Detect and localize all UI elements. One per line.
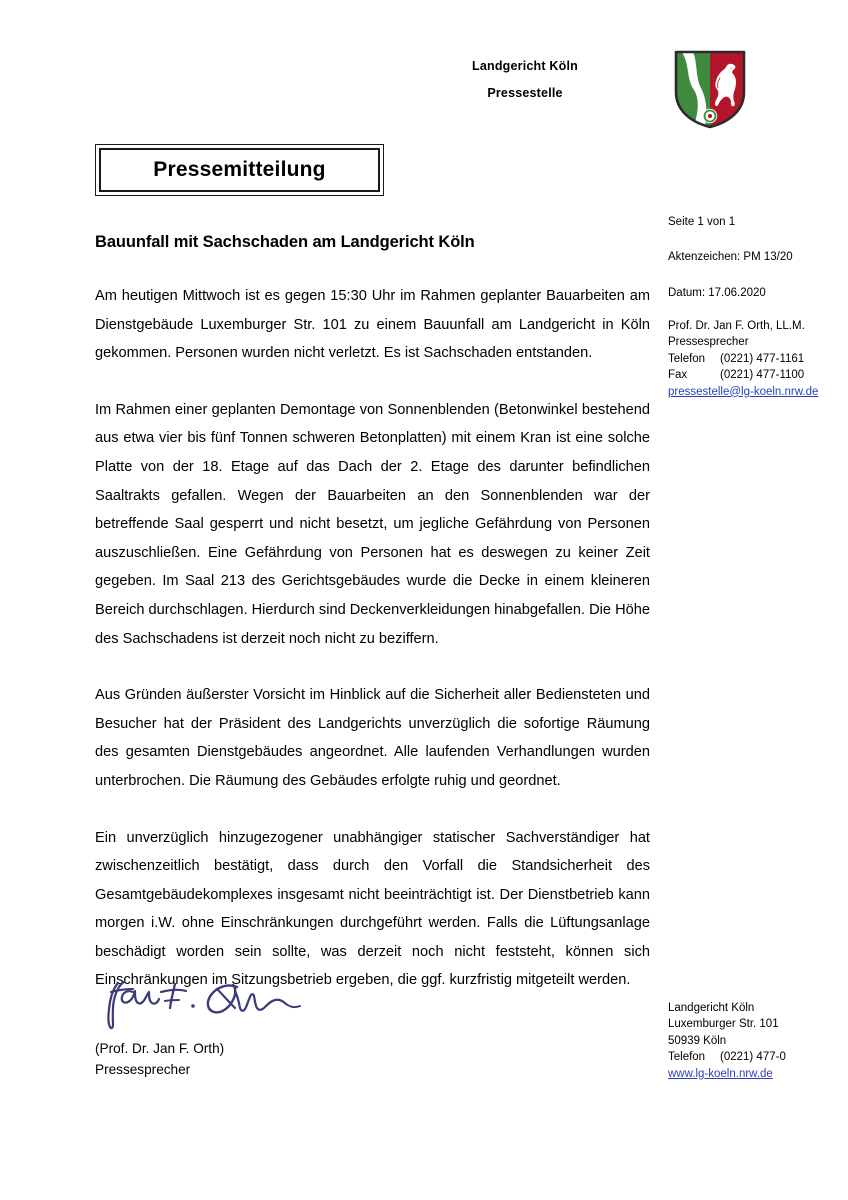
organization-name: Landgericht Köln [472,59,578,73]
press-release-title-box-inner [99,148,380,192]
body-paragraph-4: Ein unverzüglich hinzugezogener unabhängiger statischer Sachverständiger hat zwischenzeitlich bestätigt, dass durch den Vorfall die Standsicherheit des Gesamtgebäudekomplexes insgesamt nicht beeinträchtigt ist. Der Dienstbetrieb kann morgen i.W. ohne Einschränkungen durchgeführt werden. Falls die Lüftungsanlage beschädigt worden sein sollte, was derzeit noch nicht feststeht, können sich Einschränkungen im Sitzungsbetrieb ergeben, die ggf. kurzfristig mitgeteilt werden. [95,829,650,989]
document-date: Datum: 17.06.2020 [668,286,766,299]
body-paragraph-1: Am heutigen Mittwoch ist es gegen 15:30 Uhr im Rahmen geplanter Bauarbeiten am Dienstgebäude Luxemburger Str. 101 zu einem Bauunfall am Landgericht in Köln gekommen. Personen wurden nicht verletzt. Es ist Sachschaden entstanden. [95,288,650,362]
press-contact-block [668,318,848,400]
contact-phone-value: (0221) 477-1161 [720,352,805,365]
press-release-title-box [95,144,384,196]
footer-organization: Landgericht Köln [668,1002,755,1014]
file-reference: Aktenzeichen: PM 13/20 [668,251,793,264]
signatory-name: (Prof. Dr. Jan F. Orth) [95,1041,225,1056]
footer-phone-row [668,1049,848,1065]
handwritten-signature-icon [97,975,495,1036]
page-title: Bauunfall mit Sachschaden am Landgericht Köln [95,233,475,251]
press-release-title: Pressemitteilung [153,158,326,181]
footer-street: Luxemburger Str. 101 [668,1018,779,1031]
page-number: Seite 1 von 1 [668,216,736,228]
footer-website-link[interactable]: www.lg-koeln.nrw.de [668,1067,773,1080]
organization-block [400,58,650,101]
signature-block [95,975,495,1080]
contact-fax-value: (0221) 477-1100 [720,369,805,382]
body-paragraph-2: Im Rahmen einer geplanten Demontage von Sonnenblenden (Betonwinkel bestehend aus etwa vier bis fünf Tonnen schweren Betonplatten) mit einem Kran ist eine solche Platte von der 18. Etage auf das Dach der 2. Etage des darunter befindlichen Saaltrakts gefallen. Wegen der Bauarbeiten an den Sonnenblenden war der betreffende Saal gesperrt und nicht besetzt, um jegliche Gefährdung von Personen auszuschließen. Eine Gefährdung von Personen hat es deswegen zu keiner Zeit gegeben. Im Saal 213 des Gerichtsgebäudes wurde die Decke in einem kleineren Bereich durchschlagen. Hierdurch sind Deckenverkleidungen hinabgefallen. Die Höhe des Sachschadens ist derzeit noch nicht zu beziffern. [95,401,650,647]
document-metadata [668,214,844,301]
signatory-role: Pressesprecher [95,1062,191,1077]
footer-address-block [668,1000,848,1082]
contact-fax-row [668,367,848,383]
contact-role: Pressesprecher [668,336,749,349]
nrw-coat-of-arms-icon [672,48,748,130]
document-body [95,232,650,995]
footer-phone-label: Telefon [668,1051,706,1064]
footer-city: 50939 Köln [668,1034,727,1047]
page-header [0,0,848,140]
footer-phone-value: (0221) 477-0 [720,1051,786,1064]
contact-phone-row [668,351,848,367]
contact-phone-label: Telefon [668,352,706,365]
body-paragraph-3: Aus Gründen äußerster Vorsicht im Hinblick auf die Sicherheit aller Bediensteten und Besucher hat der Präsident des Landgerichts unverzüglich die sofortige Räumung des gesamten Dienstgebäudes angeordnet. Alle laufenden Verhandlungen wurden unterbrochen. Die Räumung des Gebäudes erfolgte ruhig und geordnet. [95,687,650,789]
contact-name: Prof. Dr. Jan F. Orth, LL.M. [668,320,805,332]
contact-email-link[interactable]: pressestelle@lg-koeln.nrw.de [668,385,819,398]
organization-department: Pressestelle [487,86,563,100]
contact-fax-label: Fax [668,369,688,382]
